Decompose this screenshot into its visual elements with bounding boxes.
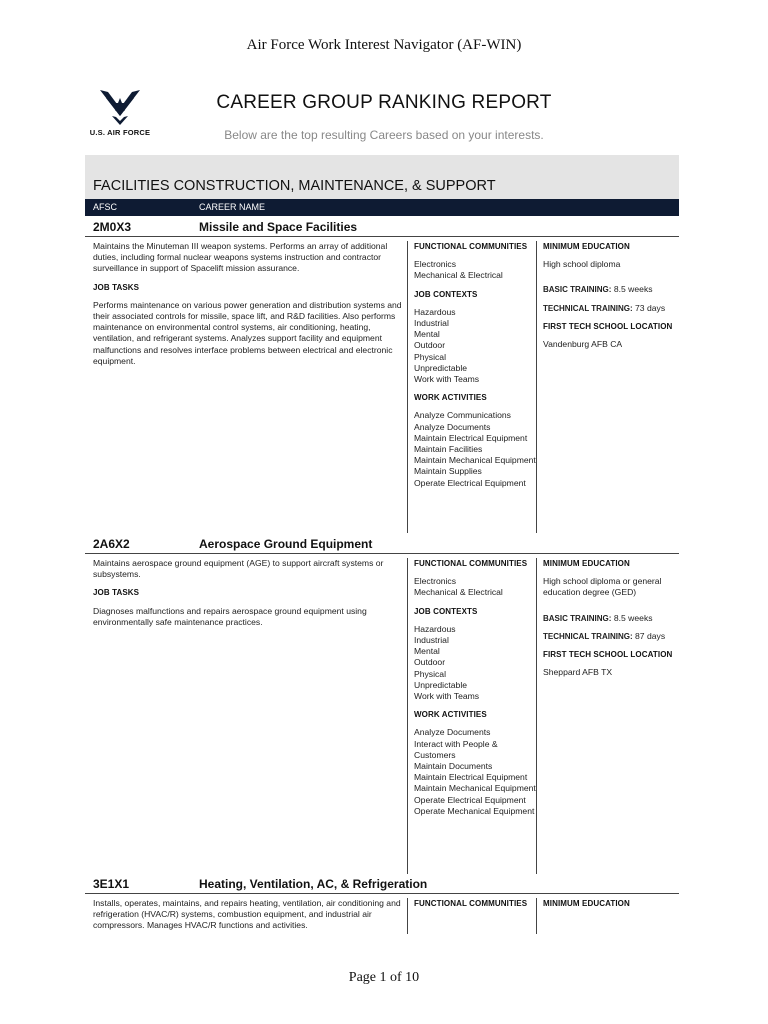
career-group-band [85,155,679,199]
job-contexts-list [414,307,538,385]
basic-training-label: BASIC TRAINING: [543,613,612,623]
list-item: Maintain Documents [414,761,493,772]
technical-training-label: TECHNICAL TRAINING: [543,303,633,313]
career-name: Heating, Ventilation, AC, & Refrigeration [199,877,428,891]
list-item: Analyze Communications [414,410,511,421]
job-contexts-label: JOB CONTEXTS [414,289,478,299]
job-contexts-list [414,624,538,702]
career-attributes-column [407,898,538,934]
list-item: Hazardous [414,623,456,634]
career-name: Aerospace Ground Equipment [199,537,373,551]
basic-training-row [543,284,683,295]
minimum-education-value: High school diploma [543,259,621,270]
basic-training-value: 8.5 weeks [613,284,653,295]
functional-communities-label: FUNCTIONAL COMMUNITIES [414,559,528,568]
work-activities-list [414,727,538,817]
career-header [85,875,679,894]
list-item: Maintain Facilities [414,444,483,455]
list-item: Interact with People & Customers [414,738,498,760]
minimum-education-value: High school diploma or general education degree (GED) [543,576,662,598]
career-entry [85,535,679,874]
work-activities-list [414,410,538,488]
list-item: Analyze Documents [414,727,491,738]
list-item: Analyze Documents [414,421,491,432]
list-item: Unpredictable [414,362,468,373]
career-description-column [93,898,405,939]
minimum-education-label: MINIMUM EDUCATION [543,559,630,568]
list-item: Work with Teams [414,691,480,702]
functional-communities-list [414,576,538,598]
list-item: Maintain Supplies [414,466,482,477]
technical-training-value: 87 days [635,630,666,641]
career-description-column [93,558,405,635]
basic-training-label: BASIC TRAINING: [543,285,612,295]
career-requirements-column [536,898,683,934]
career-details [85,894,679,934]
list-item: Unpredictable [414,679,468,690]
career-requirements-column [536,558,683,874]
career-group-title: FACILITIES CONSTRUCTION, MAINTENANCE, & SUPPORT [93,178,496,194]
technical-training-label: TECHNICAL TRAINING: [543,631,633,641]
list-item: Work with Teams [414,374,480,385]
basic-training-row [543,613,683,624]
work-activities-label: WORK ACTIVITIES [414,710,487,720]
list-item: Operate Electrical Equipment [414,794,526,805]
report-subtitle: Below are the top resulting Careers based on your interests. [224,128,544,142]
column-afsc: AFSC [93,202,118,212]
list-item: Outdoor [414,657,446,668]
report-title: CAREER GROUP RANKING REPORT [216,92,552,113]
page-number: Page 1 of 10 [348,970,420,985]
list-item: Mechanical & Electrical [414,270,503,281]
work-activities-label: WORK ACTIVITIES [414,393,487,403]
career-description: Maintains aerospace ground equipment (AGE) to support aircraft systems or subsystems. [93,558,384,580]
career-name: Missile and Space Facilities [199,220,358,234]
career-header [85,535,679,554]
career-header [85,218,679,237]
career-details [85,554,679,874]
basic-training-value: 8.5 weeks [613,612,653,623]
career-entry [85,875,679,934]
technical-training-value: 73 days [635,302,666,313]
job-contexts-label: JOB CONTEXTS [414,606,478,616]
career-description: Installs, operates, maintains, and repairs heating, ventilation, air conditioning and refrigeration (HVAC/R) systems, combustion equipment, and industrial air compressors. Manages HVAC/R functions and activities. [93,898,401,931]
career-attributes-column [407,241,538,533]
list-item: Physical [414,351,446,362]
column-career-name: CAREER NAME [199,202,266,212]
technical-training-row [543,631,683,642]
logo-text: U.S. AIR FORCE [89,128,151,137]
career-requirements-column [536,241,683,533]
functional-communities-label: FUNCTIONAL COMMUNITIES [414,899,528,908]
minimum-education-label: MINIMUM EDUCATION [543,899,630,908]
list-item: Hazardous [414,306,456,317]
job-tasks-label: JOB TASKS [93,588,140,598]
list-item: Outdoor [414,340,446,351]
list-item: Industrial [414,635,449,646]
list-item: Physical [414,668,446,679]
job-tasks-text: Performs maintenance on various power generation and distribution systems and their associated controls for missile, space lift, and R&D facilities. Also performs maintenance on environmental control systems, air conditioning, heating, ventilation, and refrigerant systems. Analyzes support facility and equipment malfunctions and resolves interface problems between electrical and electronic equipment. [93,299,402,366]
career-attributes-column [407,558,538,874]
functional-communities-list [414,259,538,281]
list-item: Maintain Mechanical Equipment [414,455,536,466]
list-item: Electronics [414,259,457,270]
list-item: Operate Electrical Equipment [414,477,526,488]
career-details [85,237,679,533]
job-tasks-label: JOB TASKS [93,282,140,292]
list-item: Mechanical & Electrical [414,587,503,598]
first-tech-school-location-value: Vandenburg AFB CA [543,339,623,350]
first-tech-school-location-value: Sheppard AFB TX [543,667,613,678]
functional-communities-label: FUNCTIONAL COMMUNITIES [414,242,528,251]
list-item: Industrial [414,318,449,329]
career-code: 2A6X2 [93,537,130,551]
list-item: Mental [414,329,440,340]
list-item: Electronics [414,576,457,587]
list-item: Mental [414,646,440,657]
career-description: Maintains the Minuteman III weapon systems. Performs an array of additional duties, including formal nuclear weapons systems instruction and contractor surveillance in support of Spacelift mission assurance. [93,241,388,274]
job-tasks-text: Diagnoses malfunctions and repairs aerospace ground equipment using environmentally safe maintenance practices. [93,605,367,627]
minimum-education-label: MINIMUM EDUCATION [543,242,630,251]
list-item: Operate Mechanical Equipment [414,805,535,816]
career-code: 2M0X3 [93,220,132,234]
career-description-column [93,241,405,374]
career-entry [85,218,679,533]
document-title: Air Force Work Interest Navigator (AF-WIN) [246,37,522,53]
career-code: 3E1X1 [93,877,130,891]
list-item: Maintain Mechanical Equipment [414,783,536,794]
list-item: Maintain Electrical Equipment [414,432,528,443]
list-item: Maintain Electrical Equipment [414,772,528,783]
table-column-header [85,199,679,216]
first-tech-school-location-label: FIRST TECH SCHOOL LOCATION [543,321,673,331]
technical-training-row [543,303,683,314]
first-tech-school-location-label: FIRST TECH SCHOOL LOCATION [543,650,673,660]
